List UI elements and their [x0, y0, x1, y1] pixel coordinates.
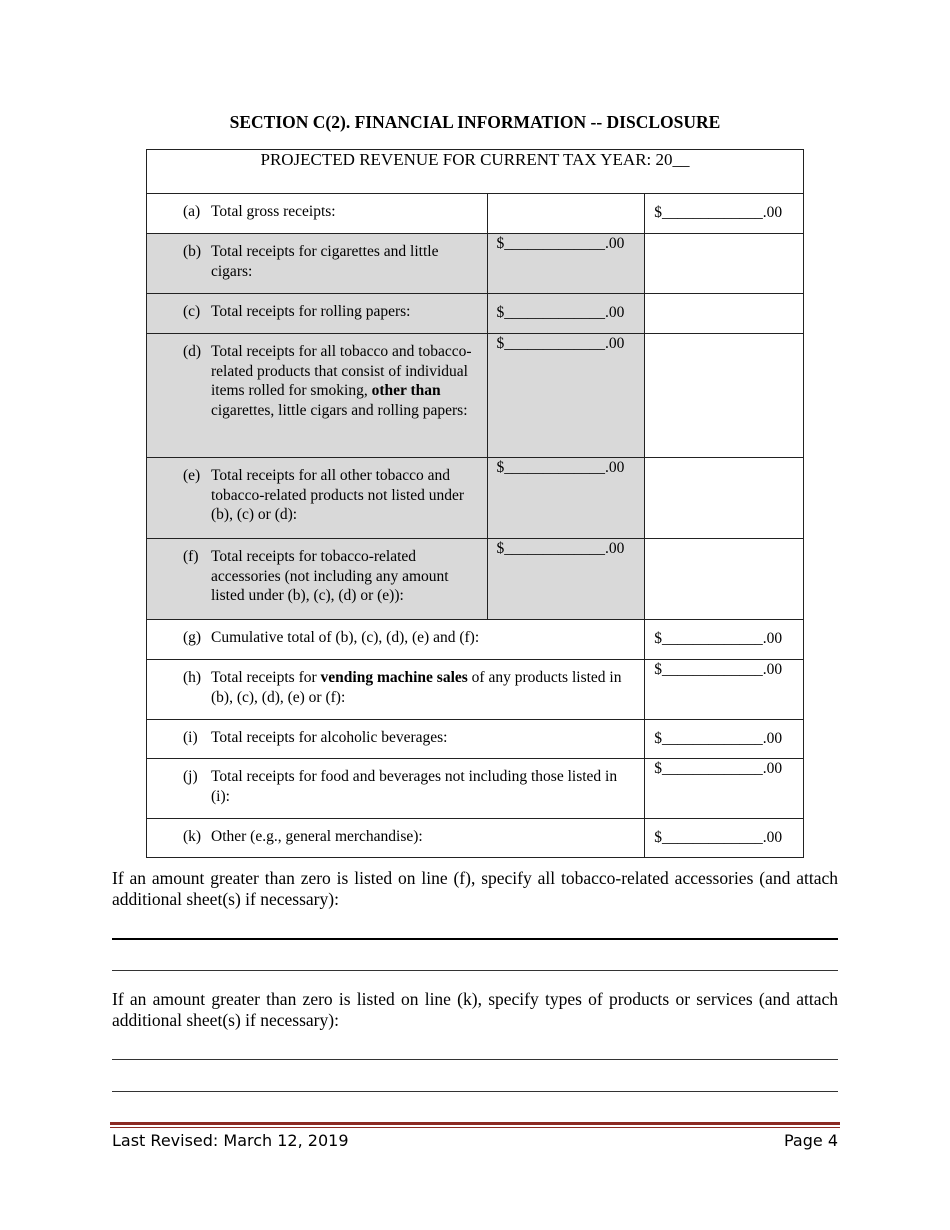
page-number: Page 4	[784, 1131, 838, 1150]
revenue-table	[146, 149, 804, 858]
table-header-row	[147, 150, 804, 194]
row-label: (e)	[183, 467, 201, 484]
footer-divider-thin	[110, 1127, 840, 1128]
row-a	[147, 194, 804, 234]
amount-field-c[interactable]: $_____________.00	[496, 304, 625, 321]
amount-field-k[interactable]: $_____________.00	[654, 829, 783, 846]
other-products-answer-line-1[interactable]	[112, 1059, 838, 1060]
row-label: (i)	[183, 729, 198, 746]
amount-field-h[interactable]: $_____________.00	[654, 661, 783, 678]
accessories-answer-line-2[interactable]	[112, 970, 838, 971]
row-c	[147, 294, 804, 334]
row-g	[147, 620, 804, 660]
row-label: (c)	[183, 303, 201, 320]
row-k	[147, 819, 804, 858]
row-text: Total receipts for rolling papers:	[211, 303, 411, 320]
footer-divider	[110, 1122, 840, 1125]
row-text: Other (e.g., general merchandise):	[211, 828, 423, 845]
row-h	[147, 660, 804, 720]
row-label: (g)	[183, 629, 202, 646]
row-text: Total receipts for all other tobacco and tobacco-related products not listed under (b), (c) or (d):	[211, 467, 465, 523]
amount-field-j[interactable]: $_____________.00	[654, 760, 783, 777]
row-text: Total receipts for alcoholic beverages:	[211, 729, 448, 746]
row-label: (k)	[183, 828, 202, 845]
amount-field-a[interactable]: $_____________.00	[654, 204, 783, 221]
row-d	[147, 334, 804, 458]
row-label: (b)	[183, 243, 202, 260]
row-label: (a)	[183, 203, 201, 220]
accessories-instructions: If an amount greater than zero is listed on line (f), specify all tobacco-related accessories (and attach additional sheet(s) if necessary):	[112, 868, 838, 909]
other-products-instructions: If an amount greater than zero is listed on line (k), specify types of products or services (and attach additional sheet(s) if necessary):	[112, 989, 838, 1030]
last-revised: Last Revised: March 12, 2019	[112, 1131, 349, 1150]
amount-field-d[interactable]: $_____________.00	[496, 335, 625, 352]
row-text: Cumulative total of (b), (c), (d), (e) and (f):	[211, 629, 480, 646]
amount-field-i[interactable]: $_____________.00	[654, 730, 783, 747]
row-text: Total receipts for tobacco-related accessories (not including any amount listed under (b), (c), (d) or (e)):	[211, 548, 449, 604]
row-text: Total receipts for vending machine sales of any products listed in (b), (c), (d), (e) or (f):	[211, 669, 622, 706]
row-text: Total receipts for all tobacco and tobacco-related products that consist of individual items rolled for smoking, other than cigarettes, little cigars and rolling papers:	[211, 343, 472, 419]
amount-field-e[interactable]: $_____________.00	[496, 459, 625, 476]
row-j	[147, 759, 804, 819]
row-text: Total gross receipts:	[211, 203, 336, 220]
accessories-answer-line-1[interactable]	[112, 938, 838, 940]
row-f	[147, 539, 804, 620]
section-title: SECTION C(2). FINANCIAL INFORMATION -- DISCLOSURE	[229, 112, 721, 132]
amount-field-g[interactable]: $_____________.00	[654, 630, 783, 647]
row-label: (j)	[183, 768, 198, 785]
row-label: (f)	[183, 548, 199, 565]
other-products-answer-line-2[interactable]	[112, 1091, 838, 1092]
row-b	[147, 234, 804, 294]
row-e	[147, 458, 804, 539]
amount-field-f[interactable]: $_____________.00	[496, 540, 625, 557]
table-header: PROJECTED REVENUE FOR CURRENT TAX YEAR: 20__	[147, 150, 804, 194]
amount-field-b[interactable]: $_____________.00	[496, 235, 625, 252]
row-i	[147, 720, 804, 759]
row-text: Total receipts for cigarettes and little cigars:	[211, 243, 439, 280]
row-label: (h)	[183, 669, 202, 686]
row-label: (d)	[183, 343, 202, 360]
row-text: Total receipts for food and beverages not including those listed in (i):	[211, 768, 618, 805]
